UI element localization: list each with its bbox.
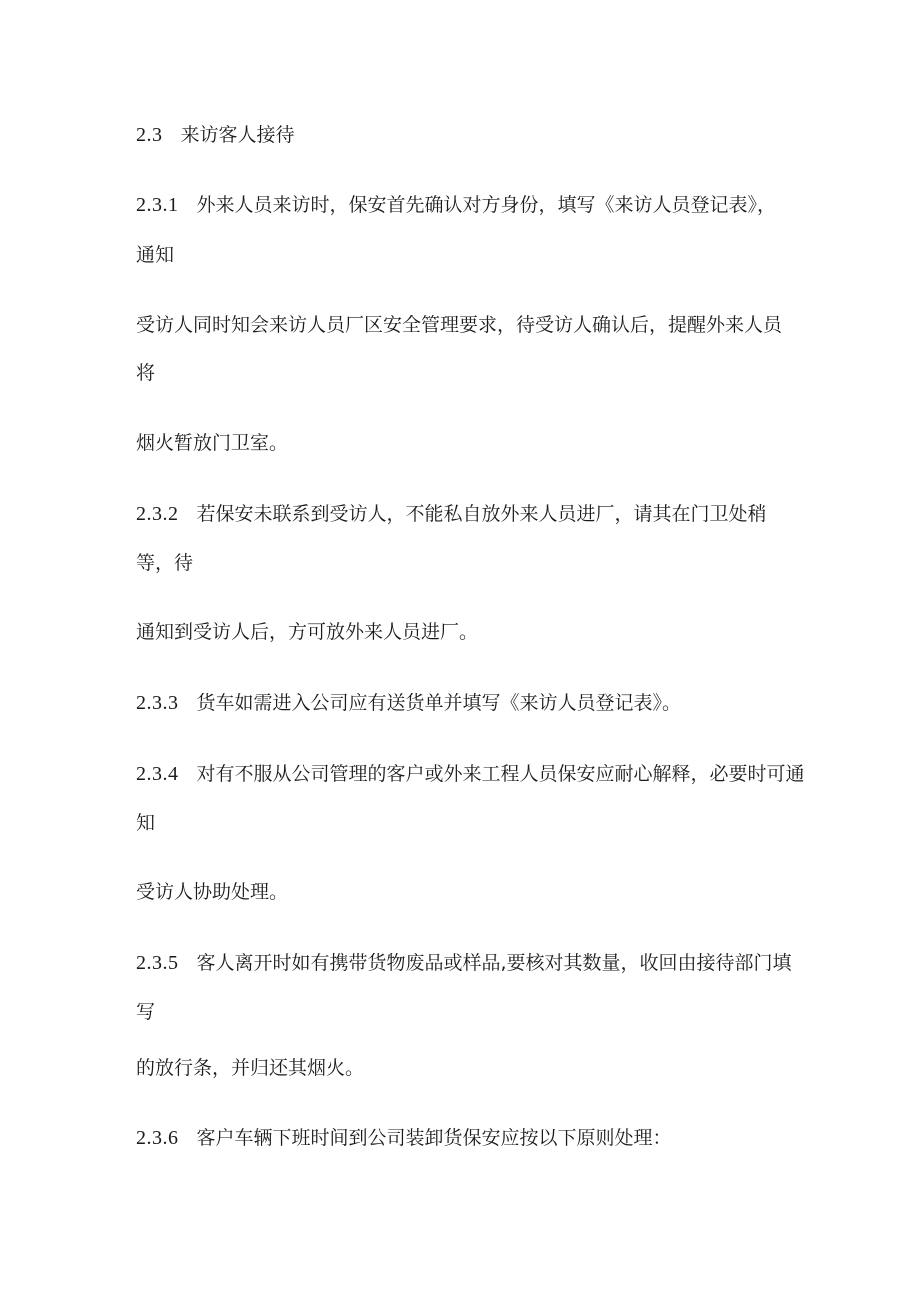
clause-2-3-3-line-1 [136, 691, 681, 715]
clause-text: 客户车辆下班时间到公司装卸货保安应按以下原则处理： [196, 1127, 672, 1149]
clause-number: 2.3.5 [136, 952, 179, 974]
clause-2-3-5-line-3: 的放行条，并归还其烟火。 [136, 1057, 365, 1079]
clause-2-3-1-line-4: 将 [136, 362, 156, 384]
section-number: 2.3 [136, 124, 163, 146]
clause-text: 外来人员来访时，保安首先确认对方身份，填写《来访人员登记表》， [196, 194, 777, 216]
clause-text: 若保安未联系到受访人，不能私自放外来人员进厂，请其在门卫处稍 [196, 503, 767, 525]
clause-text: 客人离开时如有携带货物废品或样品,要核对其数量，收回由接待部门填 [196, 952, 792, 974]
clause-number: 2.3.3 [136, 692, 179, 714]
clause-2-3-4-line-1 [136, 762, 805, 786]
clause-2-3-2-line-1 [136, 502, 767, 526]
clause-text: 货车如需进入公司应有送货单并填写《来访人员登记表》。 [196, 692, 682, 714]
clause-2-3-6-line-1 [136, 1126, 672, 1150]
clause-2-3-4-line-2: 知 [136, 812, 156, 834]
clause-2-3-2-line-3: 通知到受访人后，方可放外来人员进厂。 [136, 621, 479, 643]
clause-2-3-5-line-1 [136, 951, 792, 975]
clause-2-3-1-line-2: 通知 [136, 244, 175, 266]
clause-text: 对有不服从公司管理的客户或外来工程人员保安应耐心解释，必要时可通 [196, 763, 805, 785]
clause-number: 2.3.1 [136, 194, 179, 216]
clause-2-3-1-line-3: 受访人同时知会来访人员厂区安全管理要求，待受访人确认后，提醒外来人员 [136, 314, 783, 336]
clause-2-3-5-line-2: 写 [136, 1001, 156, 1023]
section-title: 来访客人接待 [180, 124, 295, 146]
clause-number: 2.3.2 [136, 503, 179, 525]
clause-2-3-1-line-1 [136, 193, 776, 217]
clause-2-3-2-line-2: 等，待 [136, 552, 194, 574]
clause-2-3-1-line-5: 烟火暂放门卫室。 [136, 432, 289, 454]
clause-number: 2.3.4 [136, 763, 179, 785]
clause-2-3-4-line-3: 受访人协助处理。 [136, 881, 289, 903]
section-heading [136, 123, 295, 147]
clause-number: 2.3.6 [136, 1127, 179, 1149]
